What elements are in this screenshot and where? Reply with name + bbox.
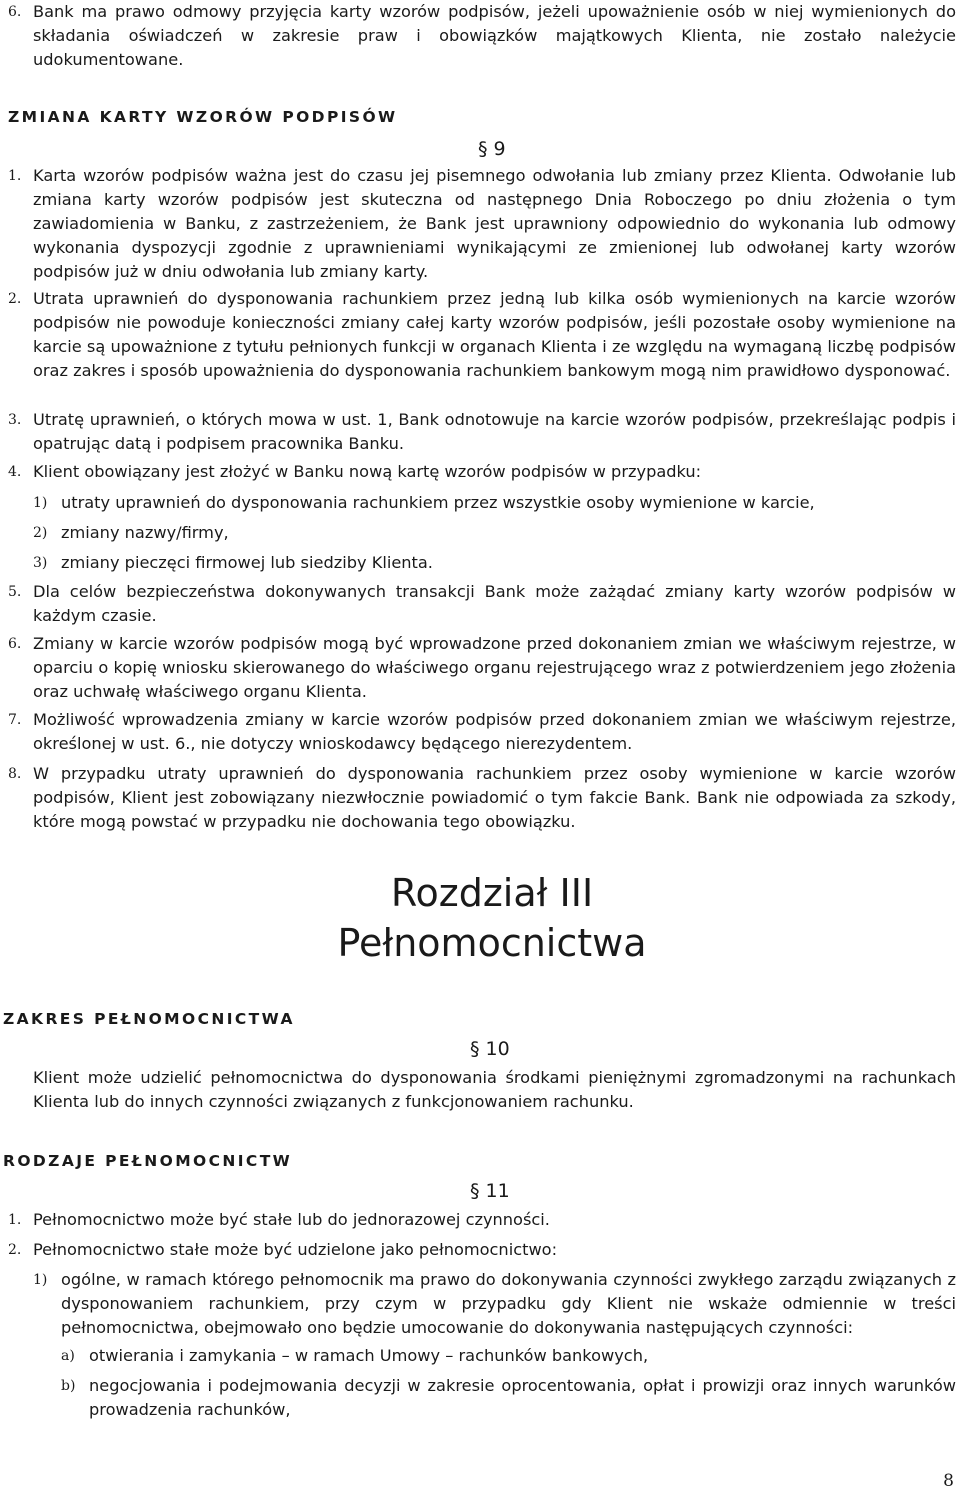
list-item [8, 287, 956, 383]
sub-item-number: 1) [33, 495, 48, 511]
letter-list-item [61, 1344, 956, 1368]
letter-item-number: b) [61, 1378, 76, 1394]
item-text: Dla celów bezpieczeństwa dokonywanych transakcji Bank może zażądać zmiany karty wzorów podpisów w każdym czasie. [33, 582, 956, 625]
sub-item-text: ogólne, w ramach którego pełnomocnik ma prawo do dokonywania czynności zwykłego zarządu związanych z dysponowaniem rachunkiem, przy czym w przypadku gdy Klient nie wskaże odmiennie w treści pełnomocnictwa, obejmowało ono będzie umocowanie do dokonywania następujących czynności: [61, 1270, 956, 1337]
sub-list-item [33, 491, 956, 515]
list-item [8, 762, 956, 834]
item-text: Utrata uprawnień do dysponowania rachunkiem przez jedną lub kilka osób wymienionych na karcie wzorów podpisów nie powoduje konieczności zmiany całej karty wzorów podpisów, jeśli pozostałe osoby wymienione na karcie są upoważnione z tytułu pełnionych funkcji w organach Klienta i ze względu na wymaganą liczbę podpisów oraz zakres i sposób upoważnienia do dysponowania rachunkiem bankowym mogą nim prawidłowo dysponować. [33, 289, 956, 380]
chapter-number: Rozdział III [390, 871, 594, 915]
letter-item-number: a) [61, 1348, 75, 1364]
item-number: 7. [8, 712, 22, 728]
letter-item-text: negocjowania i podejmowania decyzji w zakresie oprocentowania, opłat i prowizji oraz innych warunków prowadzenia rachunków, [89, 1376, 956, 1419]
section-heading: ZAKRES PEŁNOMOCNICTWA [3, 1010, 295, 1028]
list-item [8, 1238, 956, 1262]
item-number: 6. [8, 636, 22, 652]
list-item [8, 164, 956, 284]
sub-item-number: 2) [33, 525, 48, 541]
sub-item-text: utraty uprawnień do dysponowania rachunkiem przez wszystkie osoby wymienione w karcie, [61, 493, 815, 512]
item-text: Pełnomocnictwo stałe może być udzielone jako pełnomocnictwo: [33, 1240, 558, 1259]
item-number: 2. [8, 1242, 22, 1258]
item-number: 5. [8, 584, 22, 600]
item-number: 1. [8, 168, 22, 184]
letter-item-text: otwierania i zamykania – w ramach Umowy – rachunków bankowych, [89, 1346, 649, 1365]
chapter-title: Pełnomocnictwa [337, 921, 647, 965]
item-text: Zmiany w karcie wzorów podpisów mogą być wprowadzone przed dokonaniem zmian we właściwym rejestrze, w oparciu o kopię wniosku skierowanego do właściwego organu rejestrującego wraz z potwierdzeniem jego złożenia oraz uchwałę właściwego organu Klienta. [33, 634, 956, 701]
item-number: 4. [8, 464, 22, 480]
list-item [8, 580, 956, 628]
sub-item-text: zmiany nazwy/firmy, [61, 523, 229, 542]
paragraph-mark: § 9 [478, 138, 506, 160]
item-text: Bank ma prawo odmowy przyjęcia karty wzorów podpisów, jeżeli upoważnienie osób w niej wymienionych do składania oświadczeń w zakresie praw i obowiązków majątkowych Klienta, nie zostało należycie udokumentowane. [33, 2, 956, 69]
item-text: Możliwość wprowadzenia zmiany w karcie wzorów podpisów przed dokonaniem zmian we właściwym rejestrze, określonej w ust. 6., nie dotyczy wnioskodawcy będącego nierezydentem. [33, 710, 956, 753]
sub-item-number: 1) [33, 1272, 48, 1288]
list-item [8, 1208, 956, 1232]
item-text: Karta wzorów podpisów ważna jest do czasu jej pisemnego odwołania lub zmiany przez Klienta. Odwołanie lub zmiana karty wzorów podpisów jest skuteczna od następnego Dnia Roboczego po dniu złożenia o tym zawiadomienia w Banku, z zastrzeżeniem, że Bank jest uprawniony odpowiednio do wykonania lub odmowy wykonania dyspozycji zgodnie z uprawnieniami wynikającymi ze zmienionej lub odwołanej karty wzorów podpisów już w dniu odwołania lub zmiany karty. [33, 166, 956, 281]
item-number: 8. [8, 766, 22, 782]
paragraph-mark: § 10 [470, 1038, 510, 1060]
body-paragraph: Klient może udzielić pełnomocnictwa do dysponowania środkami pieniężnymi zgromadzonymi na rachunkach Klienta lub do innych czynności związanych z funkcjonowaniem rachunku. [33, 1068, 956, 1111]
letter-list-item [61, 1374, 956, 1422]
list-item [8, 632, 956, 704]
item-number: 3. [8, 412, 22, 428]
item-text: Klient obowiązany jest złożyć w Banku nową kartę wzorów podpisów w przypadku: [33, 462, 702, 481]
sub-item-text: zmiany pieczęci firmowej lub siedziby Klienta. [61, 553, 433, 572]
list-item [8, 0, 956, 72]
list-item [8, 460, 956, 484]
item-text: Pełnomocnictwo może być stałe lub do jednorazowej czynności. [33, 1210, 550, 1229]
item-number: 1. [8, 1212, 22, 1228]
section-heading: ZMIANA KARTY WZORÓW PODPISÓW [8, 108, 398, 126]
sub-list-item [33, 521, 956, 545]
paragraph-mark: § 11 [470, 1180, 510, 1202]
list-item [8, 408, 956, 456]
list-item [8, 708, 956, 756]
sub-list-item [33, 1268, 956, 1340]
item-text: W przypadku utraty uprawnień do dysponowania rachunkiem przez osoby wymienione w karcie wzorów podpisów, Klient jest zobowiązany niezwłocznie powiadomić o tym fakcie Bank. Bank nie odpowiada za szkody, które mogą powstać w przypadku nie dochowania tego obowiązku. [33, 764, 956, 831]
page-number: 8 [943, 1471, 954, 1491]
item-number: 2. [8, 291, 22, 307]
sub-item-number: 3) [33, 555, 48, 571]
item-number: 6. [8, 4, 22, 20]
item-text: Utratę uprawnień, o których mowa w ust. 1, Bank odnotowuje na karcie wzorów podpisów, przekreślając podpis i opatrując datą i podpisem pracownika Banku. [33, 410, 956, 453]
section-heading: RODZAJE PEŁNOMOCNICTW [3, 1152, 293, 1170]
sub-list-item [33, 551, 956, 575]
